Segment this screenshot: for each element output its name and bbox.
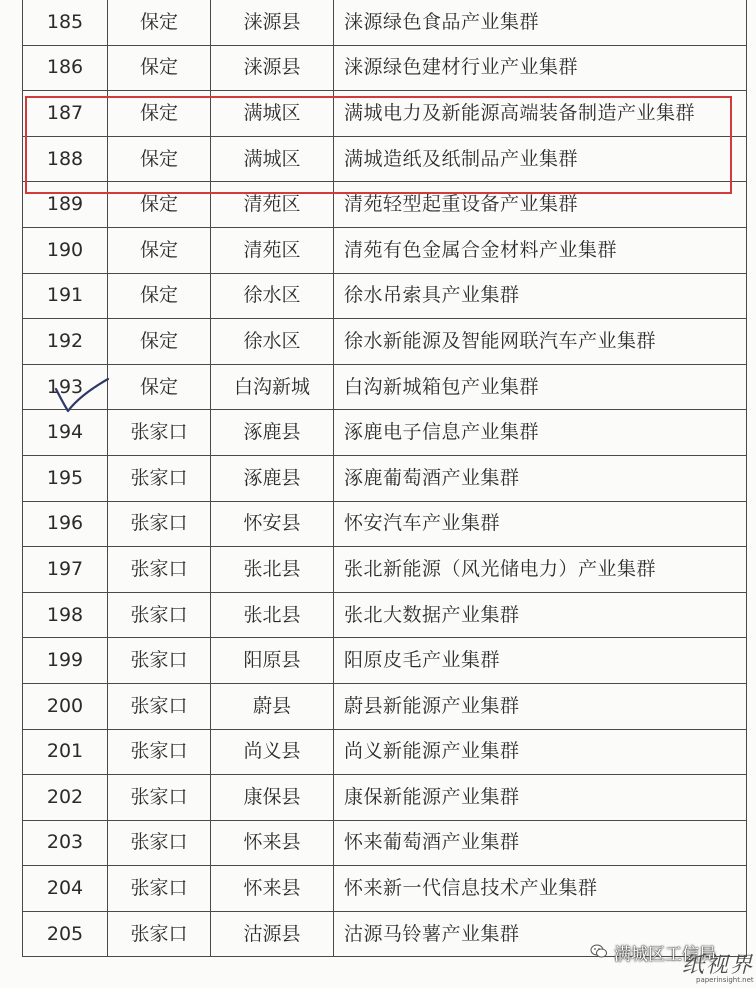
row-cluster-name: 涿鹿电子信息产业集群	[334, 410, 747, 456]
row-city: 保定	[108, 45, 211, 91]
row-city: 张家口	[108, 410, 211, 456]
row-number: 186	[23, 45, 108, 91]
table-row	[23, 410, 747, 456]
table-row	[23, 455, 747, 501]
row-number: 203	[23, 820, 108, 866]
row-number: 205	[23, 911, 108, 957]
row-county: 张北县	[211, 592, 334, 638]
row-cluster-name: 沽源马铃薯产业集群	[334, 911, 747, 957]
row-number: 187	[23, 91, 108, 137]
row-county: 康保县	[211, 775, 334, 821]
row-city: 保定	[108, 273, 211, 319]
table-row	[23, 866, 747, 912]
row-cluster-name: 涞源绿色食品产业集群	[334, 0, 747, 45]
row-city: 张家口	[108, 455, 211, 501]
row-cluster-name: 怀来葡萄酒产业集群	[334, 820, 747, 866]
table-body	[23, 0, 747, 957]
row-city: 保定	[108, 136, 211, 182]
row-county: 徐水区	[211, 319, 334, 365]
row-city: 张家口	[108, 501, 211, 547]
row-county: 涿鹿县	[211, 410, 334, 456]
row-number: 191	[23, 273, 108, 319]
row-city: 保定	[108, 319, 211, 365]
row-number: 193	[23, 364, 108, 410]
row-cluster-name: 蔚县新能源产业集群	[334, 683, 747, 729]
row-county: 白沟新城	[211, 364, 334, 410]
row-number: 185	[23, 0, 108, 45]
row-city: 张家口	[108, 547, 211, 593]
row-county: 沽源县	[211, 911, 334, 957]
row-city: 张家口	[108, 866, 211, 912]
row-county: 徐水区	[211, 273, 334, 319]
row-county: 蔚县	[211, 683, 334, 729]
row-number: 189	[23, 182, 108, 228]
row-cluster-name: 徐水新能源及智能网联汽车产业集群	[334, 319, 747, 365]
row-city: 张家口	[108, 911, 211, 957]
row-number: 198	[23, 592, 108, 638]
row-cluster-name: 涞源绿色建材行业产业集群	[334, 45, 747, 91]
row-county: 清苑区	[211, 227, 334, 273]
table-row	[23, 91, 747, 137]
row-city: 保定	[108, 0, 211, 45]
table-row	[23, 592, 747, 638]
row-number: 200	[23, 683, 108, 729]
row-city: 张家口	[108, 592, 211, 638]
row-number: 199	[23, 638, 108, 684]
row-city: 保定	[108, 227, 211, 273]
row-city: 保定	[108, 91, 211, 137]
row-number: 192	[23, 319, 108, 365]
row-county: 怀安县	[211, 501, 334, 547]
row-city: 保定	[108, 364, 211, 410]
row-cluster-name: 清苑轻型起重设备产业集群	[334, 182, 747, 228]
row-number: 195	[23, 455, 108, 501]
watermark-site: paperinsight.net	[696, 976, 754, 984]
row-number: 196	[23, 501, 108, 547]
row-number: 190	[23, 227, 108, 273]
row-county: 涞源县	[211, 45, 334, 91]
table-row	[23, 638, 747, 684]
table-row	[23, 364, 747, 410]
row-city: 张家口	[108, 683, 211, 729]
row-cluster-name: 清苑有色金属合金材料产业集群	[334, 227, 747, 273]
row-county: 阳原县	[211, 638, 334, 684]
table-row	[23, 775, 747, 821]
row-cluster-name: 徐水吊索具产业集群	[334, 273, 747, 319]
table-row	[23, 729, 747, 775]
row-county: 张北县	[211, 547, 334, 593]
row-county: 满城区	[211, 136, 334, 182]
row-city: 张家口	[108, 729, 211, 775]
row-number: 202	[23, 775, 108, 821]
table-row	[23, 45, 747, 91]
table-row	[23, 683, 747, 729]
row-number: 201	[23, 729, 108, 775]
row-cluster-name: 怀来新一代信息技术产业集群	[334, 866, 747, 912]
row-number: 204	[23, 866, 108, 912]
row-cluster-name: 涿鹿葡萄酒产业集群	[334, 455, 747, 501]
table-row	[23, 273, 747, 319]
row-county: 怀来县	[211, 866, 334, 912]
row-cluster-name: 尚义新能源产业集群	[334, 729, 747, 775]
table-row	[23, 136, 747, 182]
table-row	[23, 182, 747, 228]
watermark-logo-text: 纸视界	[682, 953, 755, 978]
row-cluster-name: 怀安汽车产业集群	[334, 501, 747, 547]
row-cluster-name: 满城造纸及纸制品产业集群	[334, 136, 747, 182]
row-cluster-name: 康保新能源产业集群	[334, 775, 747, 821]
table-row	[23, 501, 747, 547]
row-cluster-name: 白沟新城箱包产业集群	[334, 364, 747, 410]
row-cluster-name: 张北大数据产业集群	[334, 592, 747, 638]
row-number: 197	[23, 547, 108, 593]
row-city: 张家口	[108, 638, 211, 684]
table-row	[23, 319, 747, 365]
row-county: 怀来县	[211, 820, 334, 866]
row-cluster-name: 满城电力及新能源高端装备制造产业集群	[334, 91, 747, 137]
row-number: 188	[23, 136, 108, 182]
table-row	[23, 820, 747, 866]
row-county: 清苑区	[211, 182, 334, 228]
row-number: 194	[23, 410, 108, 456]
row-cluster-name: 张北新能源（风光储电力）产业集群	[334, 547, 747, 593]
row-cluster-name: 阳原皮毛产业集群	[334, 638, 747, 684]
table-row	[23, 911, 747, 957]
row-city: 张家口	[108, 775, 211, 821]
watermark-channel-name: 满城区工信局	[614, 945, 716, 965]
table-row	[23, 0, 747, 45]
row-city: 张家口	[108, 820, 211, 866]
row-county: 尚义县	[211, 729, 334, 775]
row-county: 满城区	[211, 91, 334, 137]
table-row	[23, 547, 747, 593]
industry-cluster-table	[22, 0, 747, 957]
table-row	[23, 227, 747, 273]
row-county: 涞源县	[211, 0, 334, 45]
row-city: 保定	[108, 182, 211, 228]
row-county: 涿鹿县	[211, 455, 334, 501]
